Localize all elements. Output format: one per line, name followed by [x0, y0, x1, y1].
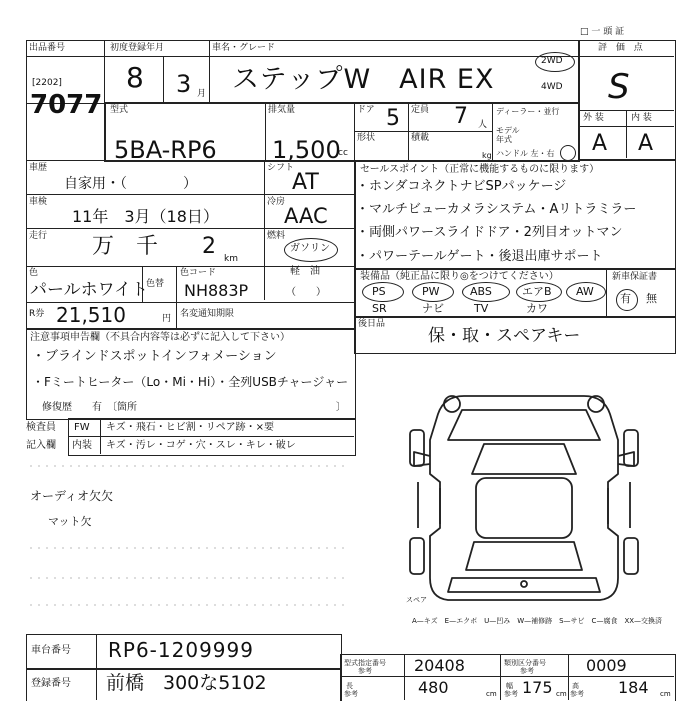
dealer-label: ディーラー・並行	[496, 107, 560, 116]
inspector-label-1: 検査員	[26, 422, 56, 433]
handle-label: ハンドル 左・右	[496, 149, 555, 158]
door-label: ドア	[357, 105, 375, 115]
cc-unit: cc	[338, 148, 348, 158]
lot-code: [2202]	[32, 78, 62, 88]
first-reg-month: 3	[176, 70, 192, 98]
shift-value: AT	[292, 170, 319, 195]
drive-4wd: 4WD	[541, 82, 563, 92]
color-label: 色	[29, 268, 39, 278]
equip-pw: PW	[422, 285, 440, 298]
interior-value: A	[638, 131, 654, 156]
car-diagram	[404, 378, 644, 618]
displacement-label: 排気量	[268, 105, 296, 115]
ac-label: 冷房	[267, 197, 286, 207]
inspection-label: 車検	[29, 197, 48, 207]
ac-value: AAC	[284, 204, 328, 228]
equip-ps: PS	[372, 285, 386, 298]
rear-items-label: 後日品	[358, 319, 386, 329]
recycle-label: R券	[29, 309, 45, 319]
sales-item-4: ・パワーテールゲート・後退出庫サポート	[356, 249, 603, 264]
fuel-paren: （ ）	[286, 287, 326, 298]
load-label: 積載	[411, 133, 430, 143]
report-line-1: オーディオ欠欠	[30, 489, 114, 503]
equip-leather: カワ	[526, 302, 548, 315]
capacity-value: 7	[454, 104, 468, 129]
drive-2wd: 2WD	[541, 56, 563, 66]
reg-value: 前橋 300な5102	[106, 672, 267, 694]
warranty-label: 新車保証書	[612, 272, 658, 282]
capacity-label: 定員	[411, 105, 430, 115]
fuel-value: ガソリン	[290, 243, 330, 254]
equipment-label: 装備品（純正品に限り◎をつけてください）	[360, 271, 559, 282]
rear-items-value: 保・取・スペアキー	[428, 326, 581, 346]
recycle-value: 21,510	[56, 303, 126, 327]
displacement-value: 1,500	[272, 136, 341, 164]
lot-label: 出品番号	[29, 43, 66, 53]
notes-label: 注意事項申告欄（不具合内容等は必ずに記入して下さい）	[30, 332, 290, 343]
damage-legend: A—キズ E—エクボ U—凹み W—補修跡 S—サビ C—腐食 XX—交換済	[412, 617, 663, 625]
width-value: 175	[522, 678, 553, 697]
lot-number: 7077	[30, 90, 103, 120]
mileage-value: 万 千 2	[92, 234, 216, 259]
shift-label: シフト	[267, 163, 295, 173]
warranty-no: 無	[646, 292, 657, 305]
notes-line-2: ・Fミートヒーター（Lo・Mi・Hi）・全列USBチャージャー	[32, 375, 349, 389]
chassis-label: 車台番号	[31, 645, 71, 656]
yen-unit: 円	[162, 314, 172, 324]
color-code-label: 色コード	[180, 268, 217, 278]
equip-tv: TV	[474, 302, 489, 315]
color-code-value: NH883P	[184, 281, 249, 300]
type-cert-value: 20408	[414, 656, 465, 675]
sales-label: セールスポイント（正常に機能するものに限ります）	[360, 164, 600, 175]
type-value: 5BA-RP6	[114, 136, 217, 164]
type-label: 型式	[110, 105, 129, 115]
inspector-label-2: 記入欄	[26, 440, 56, 451]
shape-label: 形状	[357, 133, 376, 143]
month-unit: 月	[197, 89, 207, 99]
height-value: 184	[618, 678, 649, 697]
repair-label: 修復歴 有 〔箇所	[42, 402, 137, 413]
equip-aw: AW	[576, 285, 594, 298]
height-label: 高	[572, 682, 579, 690]
grade-label: 評 価 点	[598, 43, 646, 53]
model-year-label: モデル 年式	[496, 126, 520, 144]
class-value: 0009	[586, 656, 627, 675]
chassis-value: RP6-1209999	[108, 638, 254, 662]
model-label: 車名・グレード	[212, 43, 276, 53]
interior-label: 内 装	[631, 113, 652, 123]
fw-items: キズ・飛石・ヒビ割・リペア跡・×要	[106, 422, 274, 433]
equip-airbag: エアB	[522, 285, 552, 298]
repair-close: 〕	[336, 402, 346, 413]
fw-label: FW	[74, 422, 90, 433]
report-line-2: マット欠	[48, 515, 92, 528]
exterior-label: 外 装	[583, 113, 604, 123]
door-value: 5	[386, 106, 400, 131]
equip-sr: SR	[372, 302, 387, 315]
sales-item-2: ・マルチビューカメラシステム・Aリトラミラー	[356, 202, 637, 217]
equip-navi: ナビ	[422, 302, 444, 315]
warranty-yes: 有	[620, 292, 631, 305]
model-name: ステップW AIR EX	[232, 64, 495, 95]
corner-mark: □ 一 頭 証	[580, 27, 625, 37]
inspection-value: 11年 3月（18日）	[72, 207, 219, 226]
sales-item-1: ・ホンダコネクトナビSPパッケージ	[356, 179, 567, 194]
kg-unit: kg	[482, 151, 492, 160]
first-reg-year: 8	[126, 61, 144, 94]
interior-check-items: キズ・汚レ・コゲ・穴・スレ・キレ・破レ	[106, 440, 296, 451]
usage-label: 車歴	[29, 163, 48, 173]
length-label: 長	[346, 682, 353, 690]
grade-value: S	[608, 67, 630, 107]
sales-item-3: ・両側パワースライドドア・2列目オットマン	[356, 225, 623, 240]
notes-line-1: ・ブラインドスポットインフォメーション	[32, 349, 277, 364]
name-change-label: 名変通知期限	[180, 309, 235, 319]
km-unit: km	[224, 254, 238, 264]
spare-label: スペア	[406, 596, 427, 604]
first-reg-label: 初度登録年月	[110, 43, 165, 53]
type-cert-label: 型式指定番号	[344, 659, 386, 667]
interior-check-label: 内装	[72, 440, 92, 451]
width-label: 幅	[506, 682, 513, 690]
exterior-value: A	[592, 131, 608, 156]
reg-label: 登録番号	[31, 678, 71, 689]
class-label: 類別区分番号	[504, 659, 546, 667]
length-value: 480	[418, 678, 449, 697]
fuel-label: 燃料	[267, 231, 286, 241]
mileage-label: 走行	[29, 231, 48, 241]
person-unit: 人	[478, 120, 488, 130]
fuel-diesel: 軽 油	[290, 266, 320, 277]
color-value: パールホワイト	[30, 280, 149, 300]
usage-value: 自家用・（ ）	[64, 176, 197, 192]
equip-abs: ABS	[470, 285, 492, 298]
color-no-label: 色替	[146, 279, 165, 289]
